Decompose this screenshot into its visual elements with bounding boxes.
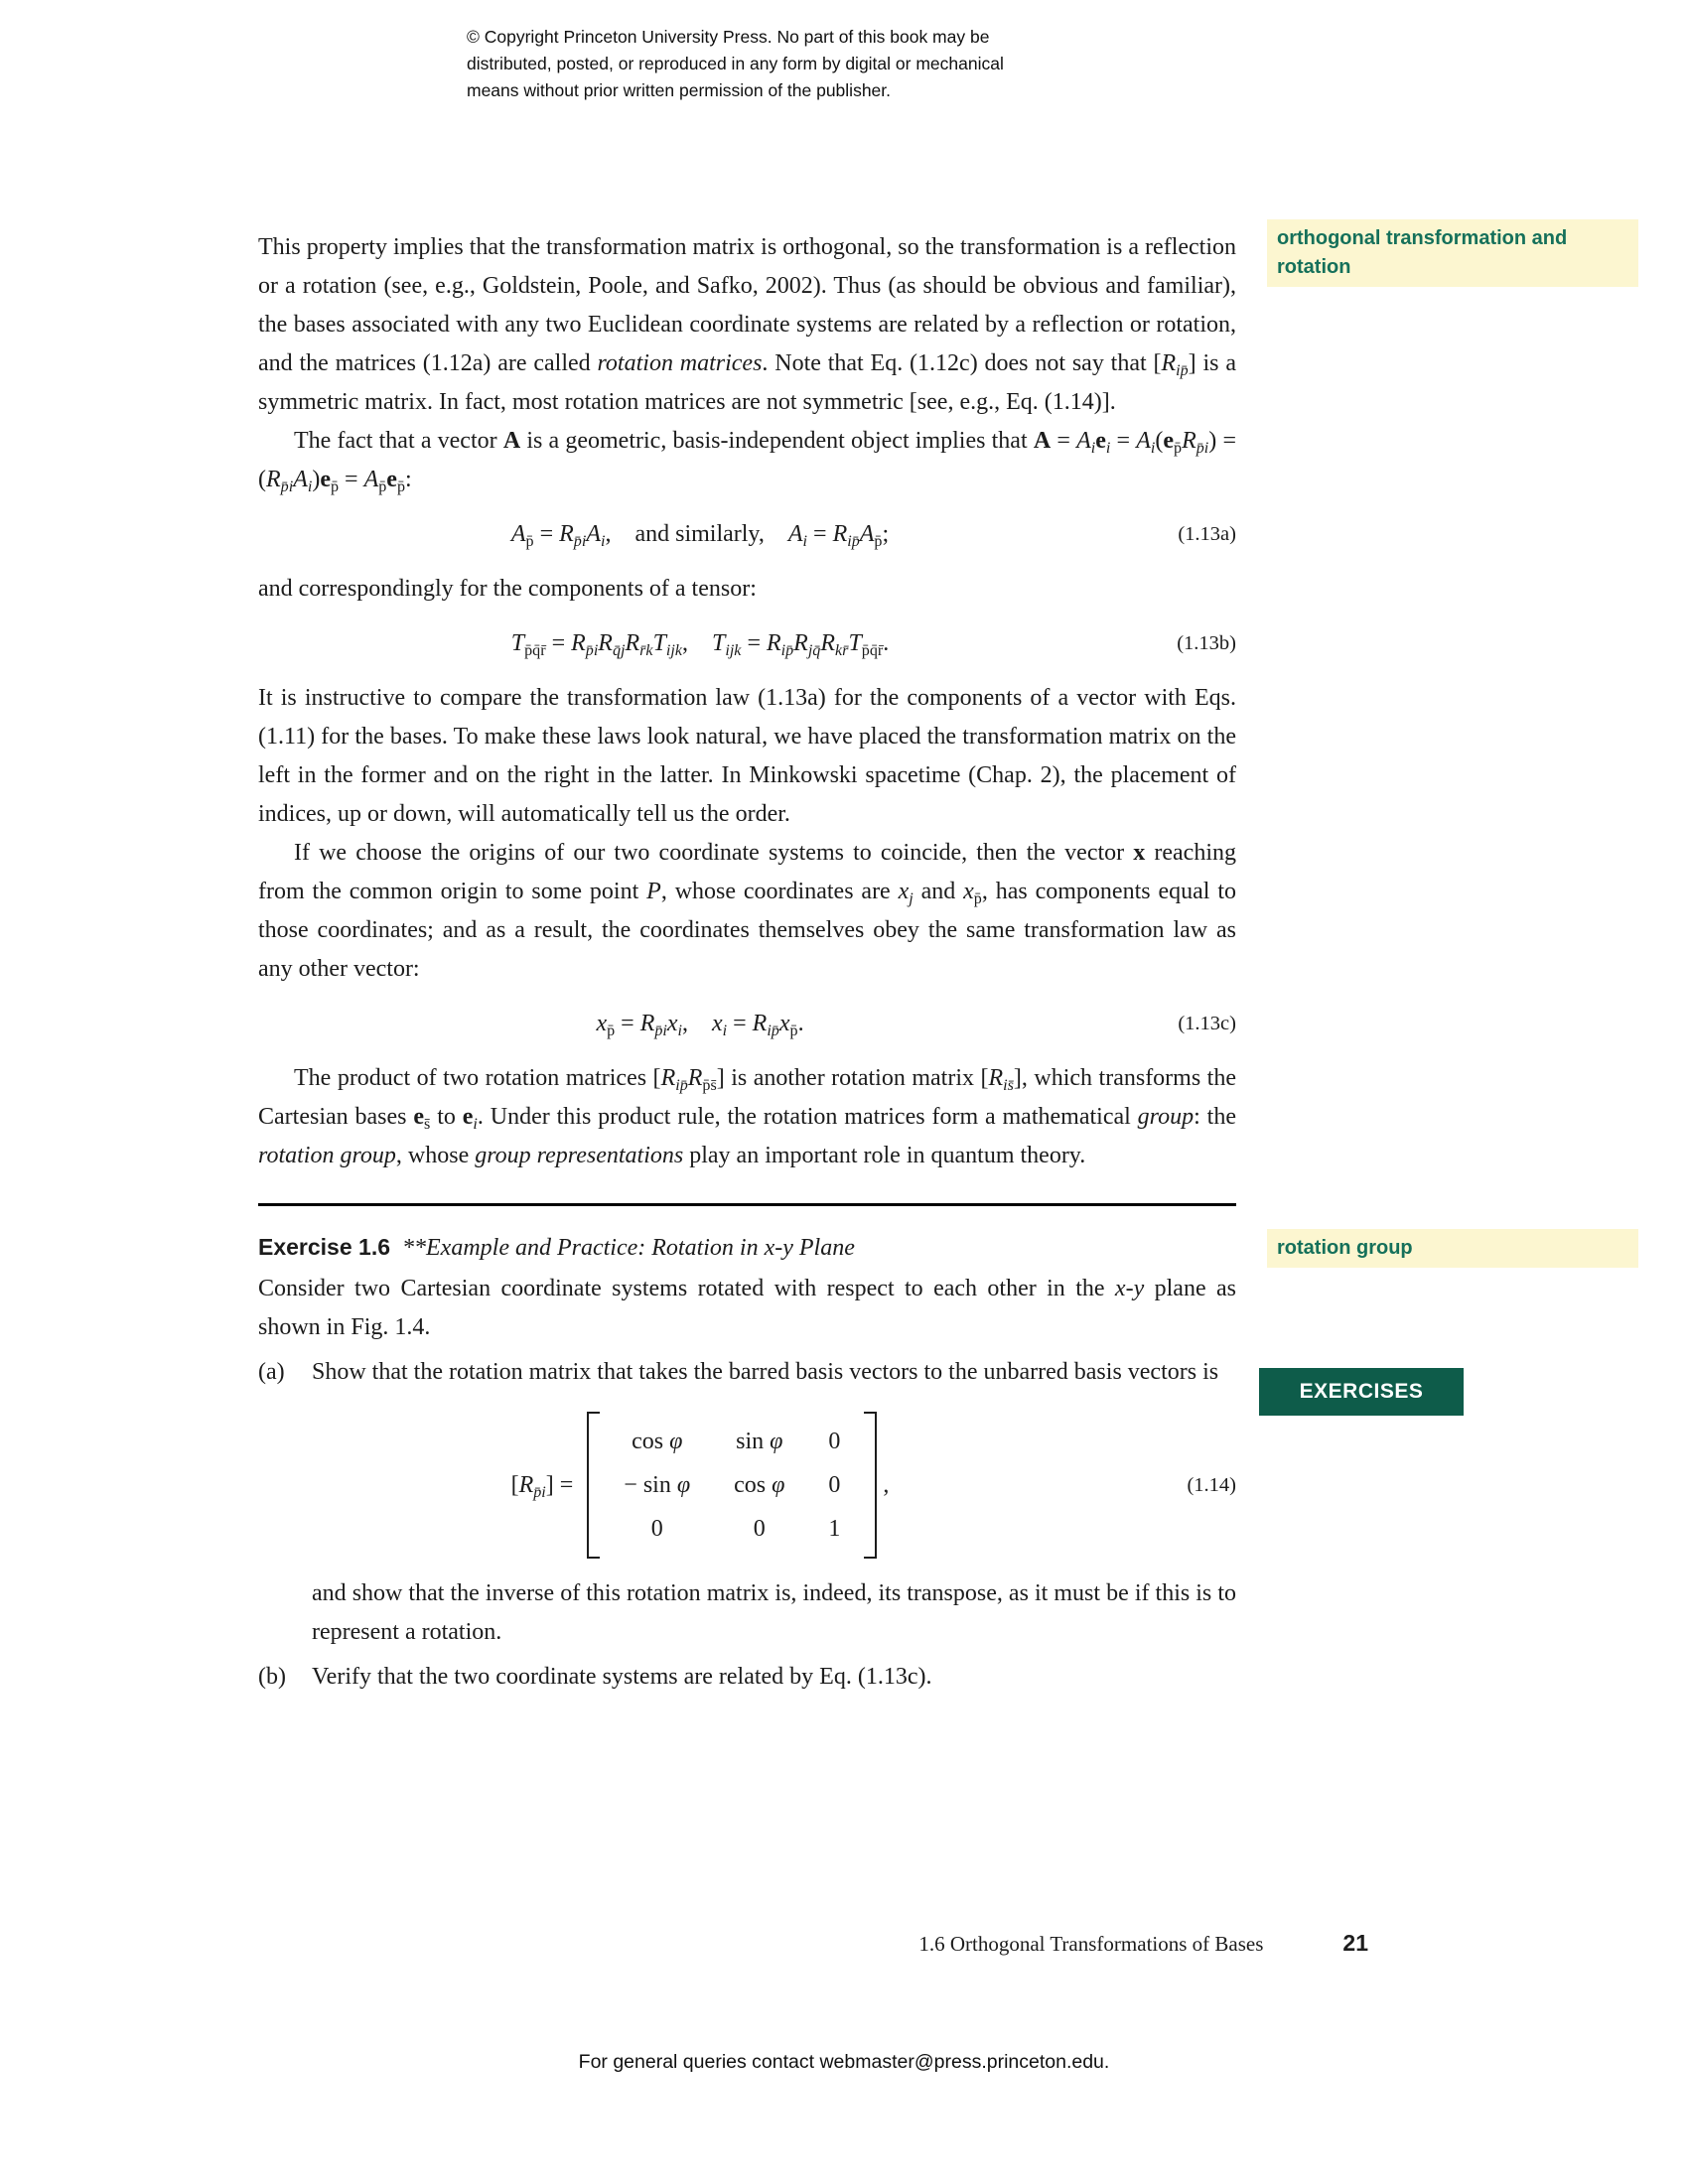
paragraph-instructive-comparison: It is instructive to compare the transformation law (1.13a) for the components of a vector with Eqs. (1.11) for the bases. To make these laws look natural, we have placed the transformation matrix on the left in the former and on the right in the latter. In Minkowski spacetime (Chap. 2), the placement of indices, up or down, will automatically tell us the order. <box>258 685 1236 827</box>
copyright-line: © Copyright Princeton University Press. No part of this book may be <box>467 27 990 47</box>
equation-1-13c-body: $x_{p̄} = R_{p̄i}x_i$, $x_i = R_{ip̄}x_{p̄}$. <box>596 1011 804 1039</box>
matrix-trailing-comma: , <box>883 1471 890 1498</box>
paragraph-orthogonal-property: This property implies that the transformation matrix is orthogonal, so the transformation is a reflection or a rotation (see, e.g., Goldstein, Poole, and Safko, 2002). Thus (as should be obvious and familiar), the bases associated with any two Euclidean coordinate systems are related by a reflection or rotation, and the matrices (1.12a) are called rotation matrices. Note that Eq. (1.12c) does not say that $[R_{ip̄}]$ is a symmetric matrix. In fact, most rotation matrices are not symmetric [see, e.g., Eq. (1.14)]. <box>258 234 1236 415</box>
section-divider-rule <box>258 1203 1236 1206</box>
paragraph-tensor-intro: and correspondingly for the components of a tensor: <box>258 576 757 602</box>
equation-1-13a <box>258 515 1236 554</box>
running-footer <box>258 1930 1368 1957</box>
equation-1-13c-tag: (1.13c) <box>1178 1013 1236 1034</box>
page-number: 21 <box>1342 1930 1368 1956</box>
equation-1-13b <box>258 624 1236 663</box>
rotation-matrix-lhs: $[R_{p̄i}]$ = <box>510 1471 574 1501</box>
exercise-item-b-label: (b) <box>258 1664 286 1690</box>
exercise-item-b <box>258 1658 1236 1697</box>
rotation-matrix-grid <box>600 1412 864 1559</box>
paragraph-coinciding-origins: If we choose the origins of our two coordinate systems to coincide, then the vector x reaching from the common origin to some point P, whose coordinates are $x_j$ and $x_{p̄}$, has components equal to those coordinates; and as a result, the coordinates themselves obey the same transformation law as any other vector: <box>258 840 1236 982</box>
equation-1-14-tag: (1.14) <box>1187 1473 1236 1496</box>
exercise-heading: Exercise 1.6 **Example and Practice: Rotation in x-y Plane <box>258 1234 855 1261</box>
equation-1-14-body <box>258 1412 1142 1559</box>
equation-1-14 <box>258 1412 1236 1559</box>
equation-1-13a-body: $A_{p̄} = R_{p̄i}A_i$, and similarly, $A_i = R_{ip̄}A_{p̄}$; <box>510 521 890 550</box>
exercise-item-b-text: Verify that the two coordinate systems are related by Eq. (1.13c). <box>312 1664 932 1690</box>
exercise-item-a-continuation: and show that the inverse of this rotation matrix is, indeed, its transpose, as it must be if this is to represent a rotation. <box>312 1580 1236 1645</box>
matrix-cell: 1 <box>828 1516 841 1542</box>
matrix-cell: 0 <box>828 1472 841 1498</box>
equation-1-13a-tag: (1.13a) <box>1178 523 1236 545</box>
paragraph-rotation-group: The product of two rotation matrices $[R_{ip̄}R_{p̄s̄}]$ is another rotation matrix $[R_{is̄}]$, which transforms the Cartesian bases $e_{s̄}$ to $e_i$. Under this product rule, the rotation matrices form a mathematical group: the rotation group, whose group representations play an important role in quantum theory. <box>258 1065 1236 1168</box>
matrix-left-bracket <box>587 1412 600 1559</box>
matrix-cell: cos φ <box>632 1429 683 1454</box>
matrix-cell: sin φ <box>736 1429 783 1454</box>
contact-line: For general queries contact webmaster@press.princeton.edu. <box>578 2051 1110 2073</box>
matrix-cell: 0 <box>753 1516 766 1542</box>
equation-1-13b-body: $T_{p̄q̄r̄} = R_{p̄i}R_{q̄j}R_{r̄k}T_{ijk}$, $T_{ijk} = R_{ip̄}R_{jq̄}R_{kr̄}T_{p̄q̄r̄}$. <box>510 630 890 659</box>
copyright-line: means without prior written permission of the publisher. <box>467 80 892 100</box>
margin-note-orthogonal-transformation: orthogonal transformation and rotation <box>1267 219 1638 287</box>
margin-note-rotation-group: rotation group <box>1267 1229 1638 1268</box>
matrix-cell: cos φ <box>734 1472 785 1498</box>
exercise-item-a-text: Show that the rotation matrix that takes the barred basis vectors to the unbarred basis vectors is <box>312 1359 1219 1385</box>
equation-1-13b-tag: (1.13b) <box>1177 632 1236 654</box>
copyright-notice <box>467 24 1004 104</box>
matrix-cell: − sin φ <box>624 1472 691 1498</box>
exercise-item-a <box>258 1353 1236 1392</box>
exercise-number: Exercise 1.6 <box>258 1234 391 1260</box>
matrix-right-bracket <box>864 1412 877 1559</box>
exercise-intro: Consider two Cartesian coordinate systems rotated with respect to each other in the x-y plane as shown in Fig. 1.4. <box>258 1276 1236 1340</box>
exercise-item-a-label: (a) <box>258 1359 285 1385</box>
rotation-matrix <box>587 1412 877 1559</box>
equation-1-13c <box>258 1005 1236 1043</box>
copyright-line: distributed, posted, or reproduced in any form by digital or mechanical <box>467 54 1004 73</box>
paragraph-vector-basis-independent: The fact that a vector A is a geometric, basis-independent object implies that $A = A_ie_i = A_i(e_{p̄}R_{p̄i}) = (R_{p̄i}A_i)e_{p̄} = A_{p̄}e_{p̄}$: <box>258 428 1236 495</box>
footer-section-title: 1.6 Orthogonal Transformations of Bases <box>918 1932 1264 1956</box>
main-text-column <box>258 228 1236 1697</box>
matrix-cell: 0 <box>828 1429 841 1454</box>
exercises-banner: EXERCISES <box>1259 1368 1464 1416</box>
matrix-cell: 0 <box>650 1516 663 1542</box>
